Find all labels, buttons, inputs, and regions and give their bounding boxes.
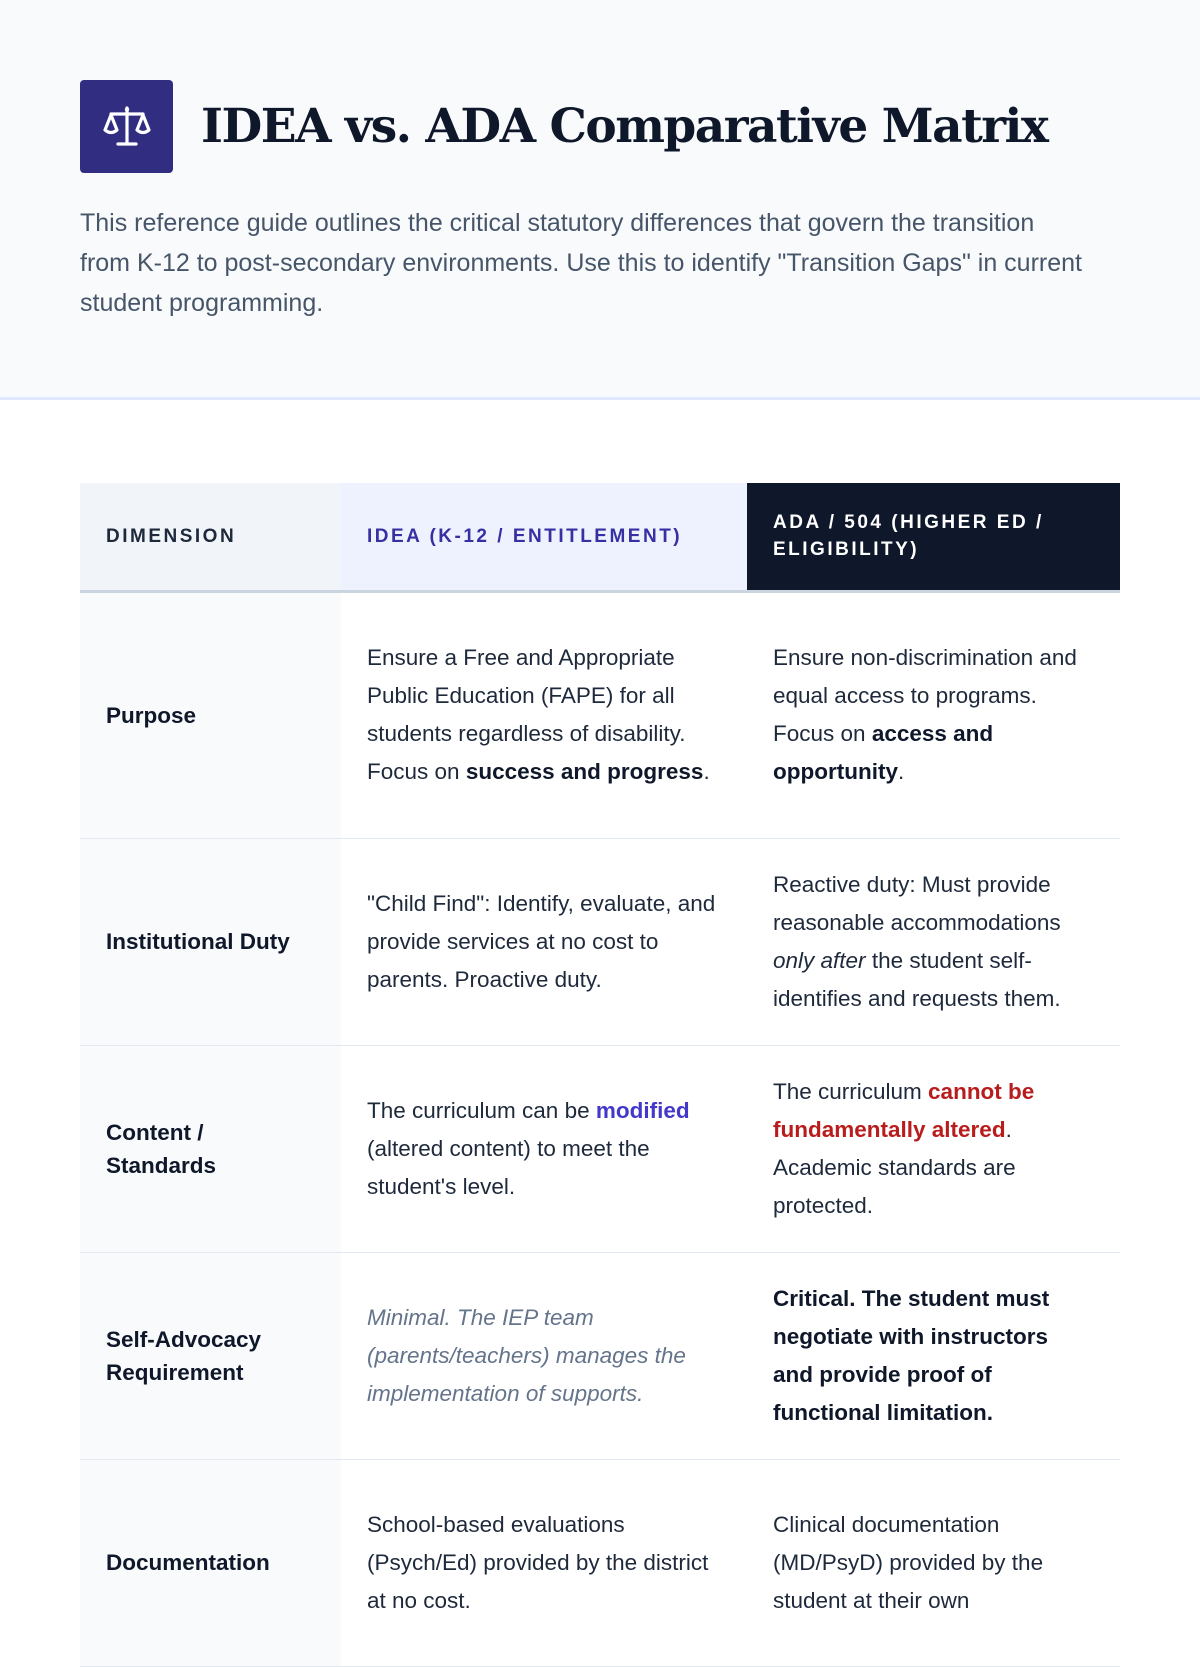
idea-cell	[341, 591, 747, 838]
table-row	[80, 1252, 1120, 1459]
cell-text: .	[703, 759, 710, 784]
ada-cell	[747, 838, 1120, 1045]
header-idea: IDEA (K-12 / ENTITLEMENT)	[341, 483, 747, 591]
ada-cell: Clinical documentation (MD/PsyD) provided by the student at their own	[747, 1459, 1120, 1666]
header-ada: ADA / 504 (HIGHER ED / ELIGIBILITY)	[747, 483, 1120, 591]
cell-italic: only after	[773, 947, 866, 973]
cell-text: Ensure a Free and Appropriate Public Education (FAPE) for all students regardless of disability. Focus on	[367, 645, 686, 784]
dimension-cell: Documentation	[80, 1459, 341, 1666]
cell-text: Ensure non-discrimination and equal access to programs. Focus on	[773, 645, 1077, 746]
table-row	[80, 838, 1120, 1045]
table-row	[80, 1045, 1120, 1252]
page-header	[0, 0, 1200, 400]
dimension-cell: Self-Advocacy Requirement	[80, 1252, 341, 1459]
ada-cell	[747, 591, 1120, 838]
dimension-cell: Purpose	[80, 591, 341, 838]
cell-text: The curriculum	[773, 1078, 929, 1104]
cell-text: . Academic standards are protected.	[773, 1116, 1016, 1218]
idea-cell: School-based evaluations (Psych/Ed) provided by the district at no cost.	[341, 1459, 747, 1666]
comparison-table	[80, 483, 1120, 1667]
idea-cell	[341, 838, 747, 1045]
cell-text: "Child Find": Identify, evaluate, and provide services at no cost to parents. Proactive duty.	[367, 890, 716, 992]
page-description: This reference guide outlines the critical statutory differences that govern the transition from K-12 to post-secondary environments. Use this to identify "Transition Gaps" in current student programming.	[80, 209, 1082, 317]
dimension-cell: Content / Standards	[80, 1045, 341, 1252]
page-title: IDEA vs. ADA Comparative Matrix	[201, 99, 1048, 154]
cell-text: (altered content) to meet the student's level.	[367, 1135, 650, 1199]
cell-emphasis: access and opportunity	[773, 721, 994, 784]
cell-text: .	[897, 759, 905, 784]
scales-icon	[80, 80, 173, 173]
cell-text: the student self-identifies and requests them.	[773, 947, 1061, 1011]
ada-cell	[747, 1045, 1120, 1252]
title-row	[80, 80, 1120, 173]
cell-text: Reactive duty: Must provide reasonable accommodations	[773, 871, 1061, 935]
comparison-table-container	[80, 483, 1120, 1667]
table-header-row	[80, 483, 1120, 591]
ada-cell: Critical. The student must negotiate with instructors and provide proof of functional limitation.	[747, 1252, 1120, 1459]
dimension-cell: Institutional Duty	[80, 838, 341, 1045]
header-dimension: DIMENSION	[80, 483, 341, 591]
cell-emphasis-blue: modified	[595, 1097, 690, 1123]
idea-cell	[341, 1045, 747, 1252]
table-row	[80, 591, 1120, 838]
cell-emphasis-red: cannot be fundamentally altered	[773, 1078, 1035, 1142]
cell-text: The curriculum can be	[367, 1097, 596, 1123]
cell-emphasis: success and progress	[465, 759, 704, 784]
table-row	[80, 1459, 1120, 1666]
idea-cell: Minimal. The IEP team (parents/teachers) manages the implementation of supports.	[341, 1252, 747, 1459]
